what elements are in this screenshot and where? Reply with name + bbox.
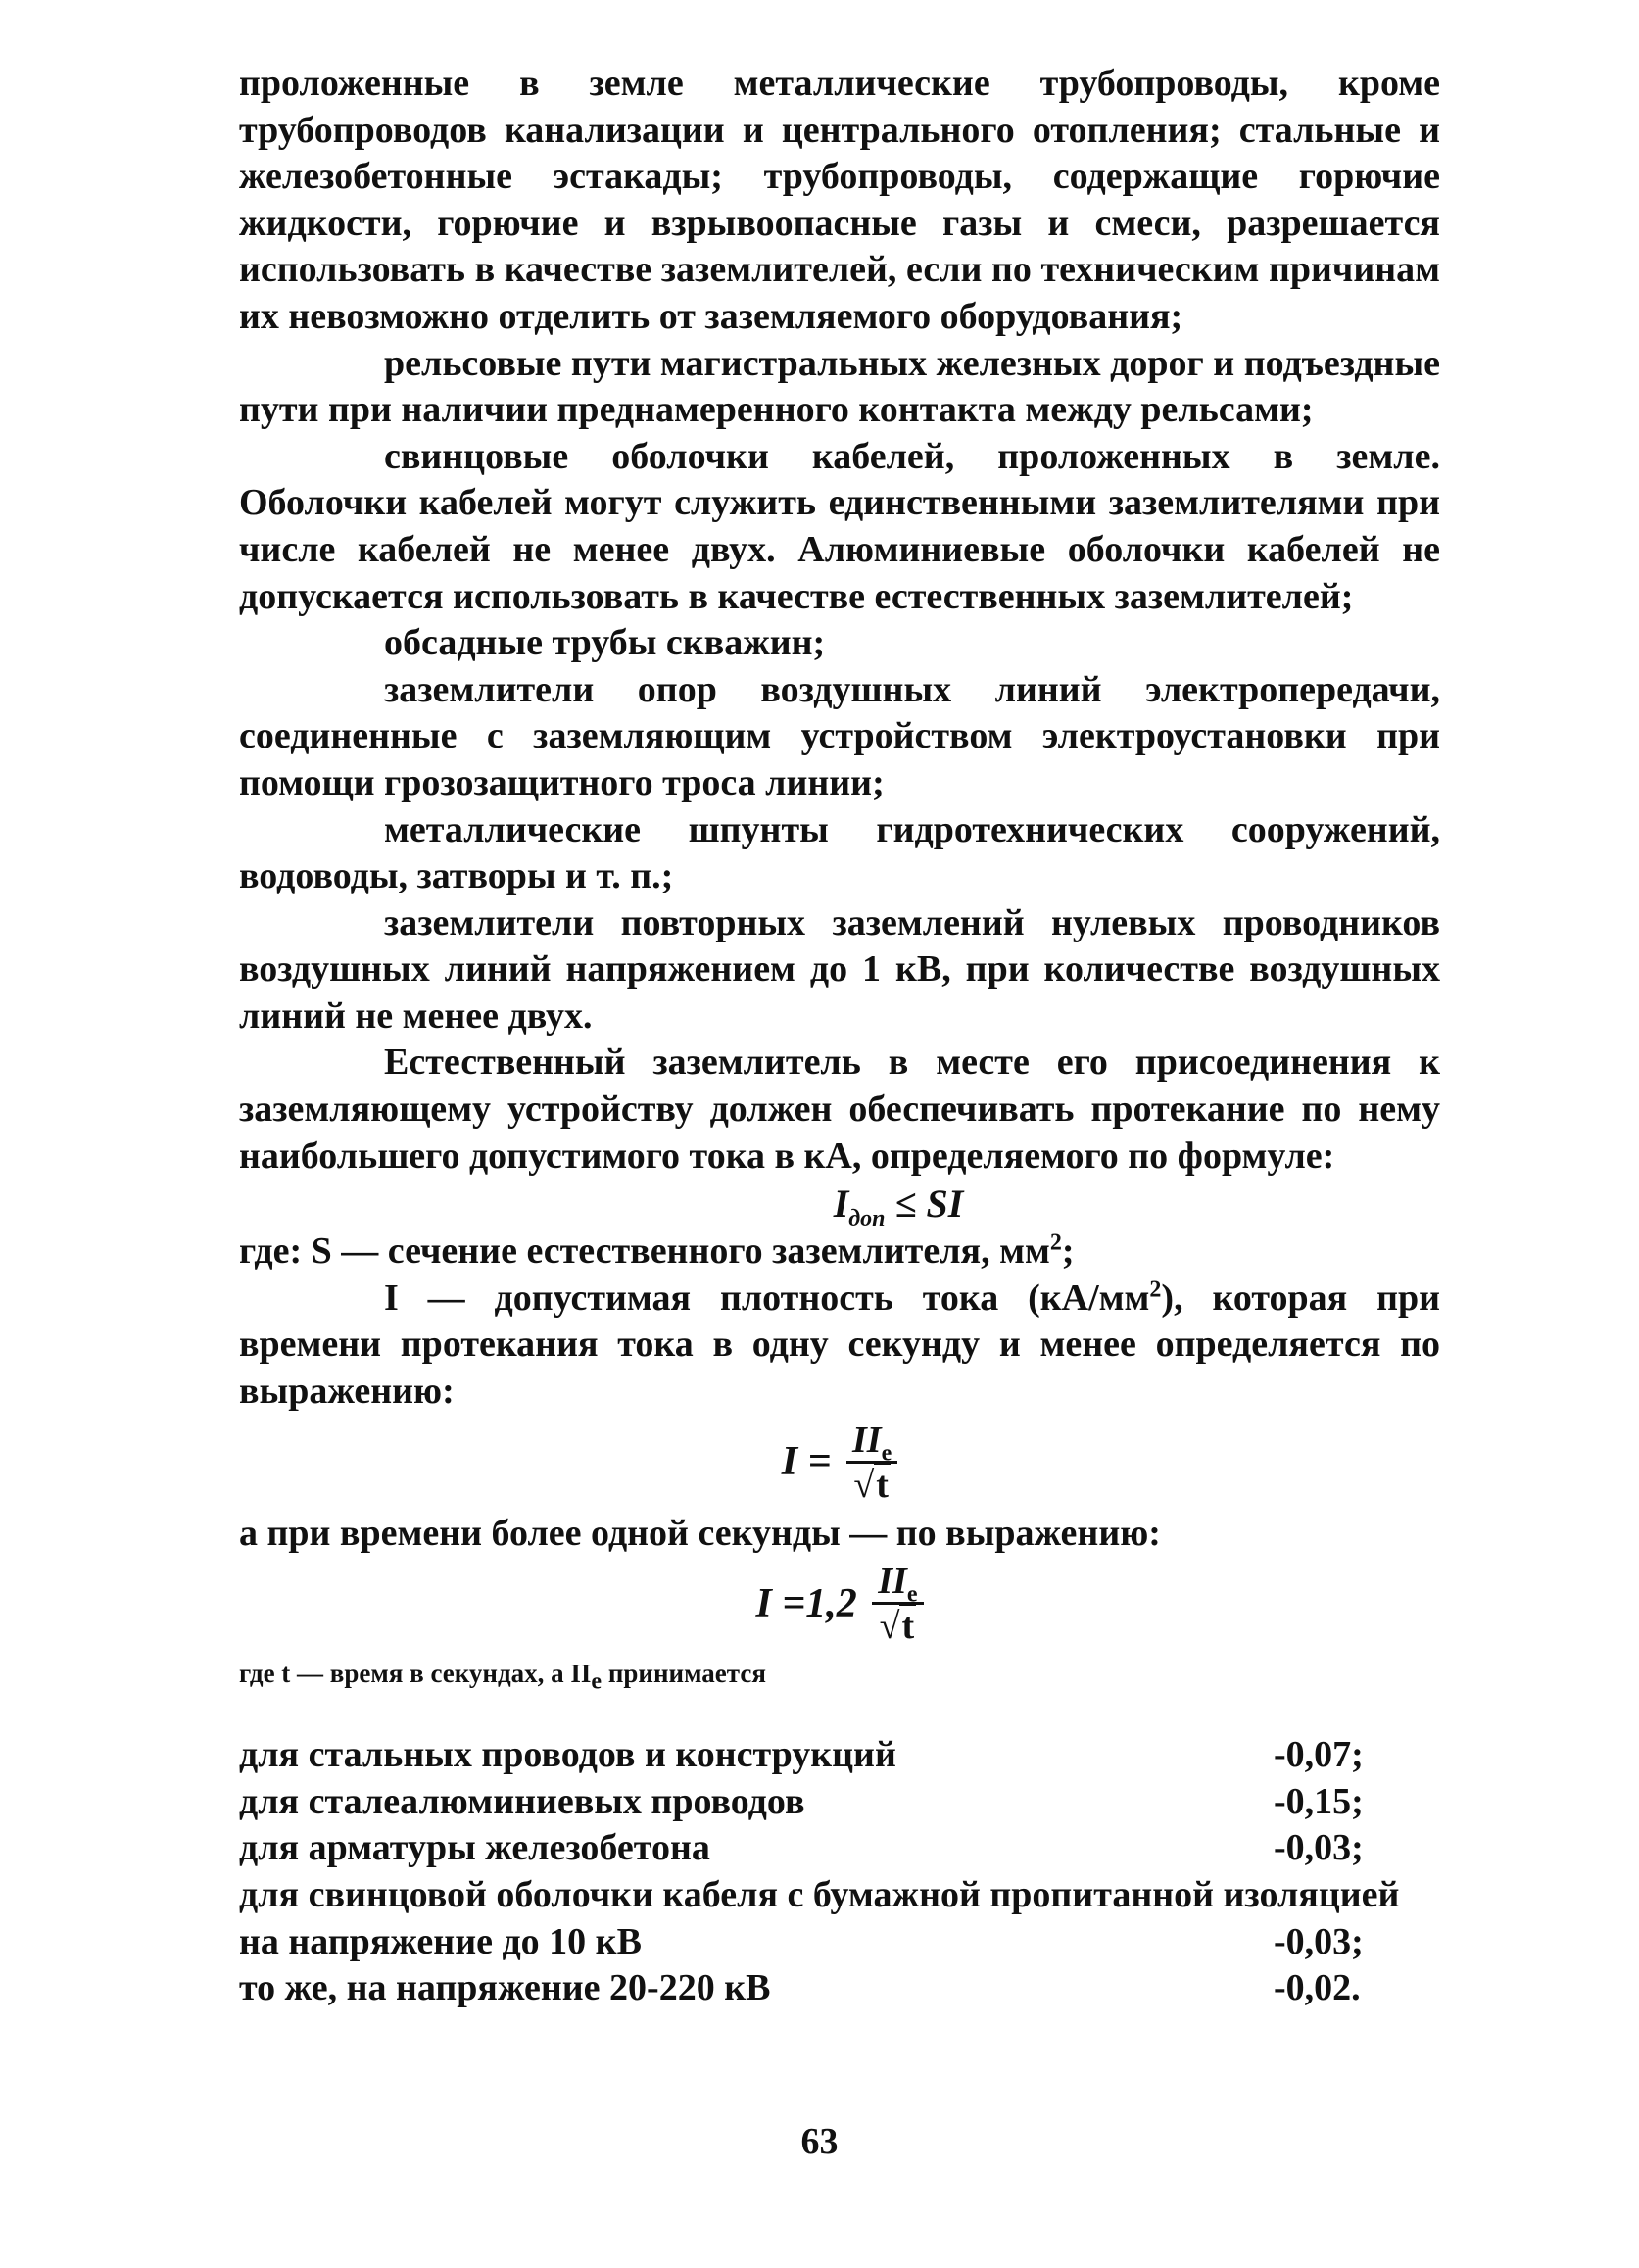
fraction-numerator xyxy=(846,1419,897,1467)
list-item xyxy=(239,1779,1440,1826)
list-item xyxy=(239,1732,1440,1779)
where-i-part2: ), которая при времени протекания тока в одну секунду и менее определяется по выражению: xyxy=(239,1277,1440,1413)
note-subscript: e xyxy=(591,1668,603,1695)
numerator-text: II xyxy=(878,1561,907,1603)
where-i-sup: 2 xyxy=(1149,1277,1162,1303)
formula-lhs: I xyxy=(833,1182,849,1227)
where-s-text: где: S — сечение естественного заземлителя, мм xyxy=(239,1231,1050,1273)
list-item-value: -0,02. xyxy=(1274,1967,1361,2009)
formula-lhs: I =1,2 xyxy=(755,1580,857,1626)
formula-lhs: I = xyxy=(781,1439,832,1485)
formula-fraction xyxy=(846,1420,897,1507)
list-item-label: на напряжение до 10 кВ xyxy=(239,1920,642,1962)
list-item-value: -0,15; xyxy=(1274,1780,1364,1822)
paragraph: Естественный заземлитель в месте его присоединения к заземляющему устройству должен обеспечивать протекание по нему наибольшего допустимого тока в кА, определяемого по формуле: xyxy=(239,1041,1440,1177)
where-i-part1: I — допустимая плотность тока (кА/мм xyxy=(384,1277,1150,1319)
note-line xyxy=(239,1654,1440,1693)
coefficient-list xyxy=(239,1732,1440,2012)
list-item xyxy=(239,1872,1440,1919)
sqrt-icon: √ xyxy=(853,1464,875,1506)
note-tail: принимается xyxy=(602,1659,766,1689)
list-item-value: -0,03; xyxy=(1274,1827,1364,1869)
formula-short-time xyxy=(239,1420,1440,1507)
paragraph: а при времени более одной секунды — по выражению: xyxy=(239,1512,1161,1554)
numerator-subscript: e xyxy=(881,1440,892,1467)
where-s-tail: ; xyxy=(1061,1231,1075,1273)
formula-rhs: SI xyxy=(926,1182,964,1227)
list-item-value: -0,03; xyxy=(1274,1920,1364,1962)
formula-long-time xyxy=(239,1561,1440,1648)
page-number: 63 xyxy=(800,2121,839,2162)
page-content xyxy=(239,61,1440,2012)
list-item-label: то же, на напряжение 20-220 кВ xyxy=(239,1967,771,2009)
list-item-label: для свинцовой оболочки кабеля с бумажной пропитанной изоляцией xyxy=(239,1874,1400,1915)
formula-relation: ≤ xyxy=(894,1182,917,1227)
paragraph: проложенные в земле металлические трубопроводы, кроме трубопроводов канализации и центрального отопления; стальные и железобетонные эстакады; трубопроводы, содержащие горючие жидкости, горючие и взрывоопасные газы и смеси, разрешается использовать в качестве заземлителей, если по техническим причинам их невозможно отделить от заземляемого оборудования; xyxy=(239,63,1440,337)
list-item-label: для сталеалюминиевых проводов xyxy=(239,1780,805,1822)
paragraph: обсадные трубы скважин; xyxy=(384,622,826,664)
fraction-denominator xyxy=(846,1464,897,1507)
numerator-text: II xyxy=(852,1419,882,1461)
fraction-numerator xyxy=(872,1561,923,1608)
note-text: где t — время в секундах, а II xyxy=(239,1659,592,1689)
sqrt-icon: √ xyxy=(879,1606,900,1648)
paragraph: свинцовые оболочки кабелей, проложенных в земле. Оболочки кабелей могут служить единственными заземлителями при числе кабелей не менее двух. Алюминиевые оболочки кабелей не допускается использовать в качестве естественных заземлителей; xyxy=(239,435,1440,617)
paragraph: рельсовые пути магистральных железных дорог и подъездные пути при наличии преднамеренного контакта между рельсами; xyxy=(239,342,1440,431)
list-item-label: для арматуры железобетона xyxy=(239,1827,710,1869)
list-item xyxy=(239,1965,1440,2012)
numerator-subscript: e xyxy=(906,1581,918,1608)
list-item-value: -0,07; xyxy=(1274,1734,1364,1776)
paragraph: заземлители опор воздушных линий электропередачи, соединенные с заземляющим устройством электроустановки при помощи грозозащитного троса линии; xyxy=(239,668,1440,803)
where-definition-i xyxy=(239,1276,1440,1416)
paragraph: заземлители повторных заземлений нулевых проводников воздушных линий напряжением до 1 кВ, при количестве воздушных линий не менее двух. xyxy=(239,901,1440,1037)
paragraph: металлические шпунты гидротехнических сооружений, водоводы, затворы и т. п.; xyxy=(239,808,1440,897)
list-item-label: для стальных проводов и конструкций xyxy=(239,1734,896,1776)
fraction-denominator xyxy=(872,1605,923,1648)
formula-fraction xyxy=(872,1561,923,1648)
where-definition-s xyxy=(239,1229,1440,1276)
formula-lhs-subscript: доп xyxy=(848,1206,886,1232)
where-s-sup: 2 xyxy=(1049,1230,1062,1256)
list-item xyxy=(239,1919,1440,1966)
list-item xyxy=(239,1825,1440,1872)
denominator-text: t xyxy=(899,1603,916,1647)
denominator-text: t xyxy=(874,1462,891,1506)
formula-max-current xyxy=(357,1180,1440,1232)
